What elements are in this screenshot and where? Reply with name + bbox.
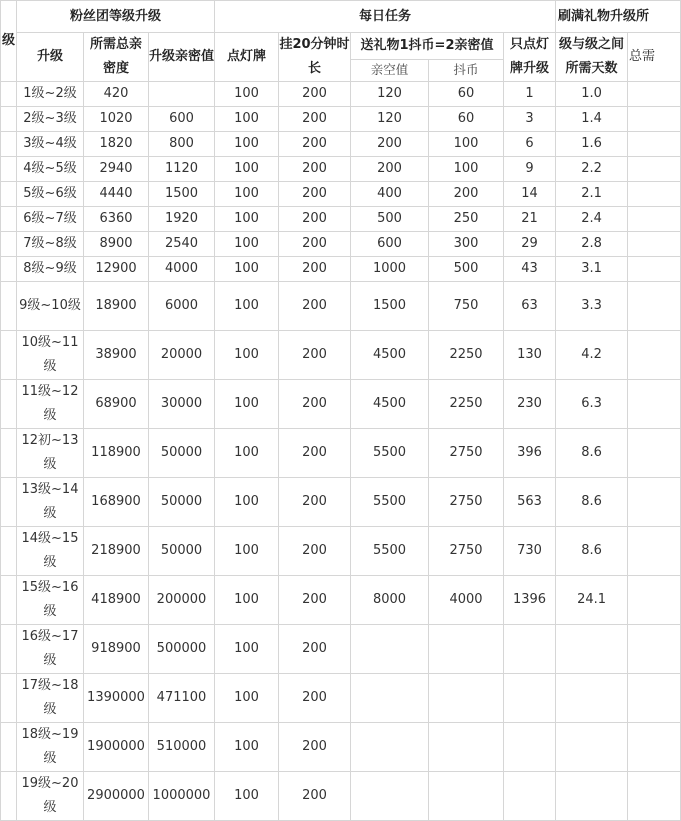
- cell-upgrade-intimacy: 20000: [149, 331, 215, 380]
- cell-intimacy-value: 8000: [351, 576, 429, 625]
- cell-days: [556, 772, 628, 821]
- header-gift-upgrade: 刷满礼物升级所: [556, 1, 681, 33]
- table-row: [1, 527, 681, 576]
- cell-total-intimacy: 118900: [84, 429, 149, 478]
- cell-total-intimacy: 2900000: [84, 772, 149, 821]
- cell-light-badge: 100: [215, 429, 279, 478]
- cell-watch-20min: 200: [279, 257, 351, 282]
- table-row: [1, 674, 681, 723]
- cell-days: 8.6: [556, 429, 628, 478]
- cell-days: 2.1: [556, 182, 628, 207]
- header-total-intimacy: 所需总亲密度: [84, 33, 149, 82]
- cell-level: 13级~14级: [17, 478, 84, 527]
- cell-upgrade-intimacy: 1120: [149, 157, 215, 182]
- cell-light-badge: 100: [215, 674, 279, 723]
- cell-cut-right: [628, 527, 681, 576]
- cell-watch-20min: 200: [279, 625, 351, 674]
- cell-total-intimacy: 420: [84, 82, 149, 107]
- cell-level: 17级~18级: [17, 674, 84, 723]
- cell-cut-right: [628, 282, 681, 331]
- cell-days: 1.0: [556, 82, 628, 107]
- cell-light-badge: 100: [215, 331, 279, 380]
- cell-days: 8.6: [556, 478, 628, 527]
- cell-upgrade-intimacy: 50000: [149, 478, 215, 527]
- header-days-between: 级与级之间所需天数: [556, 33, 628, 82]
- cell-upgrade-intimacy: 1500: [149, 182, 215, 207]
- table-row: [1, 625, 681, 674]
- cell-days: [556, 625, 628, 674]
- header-intimacy-value: 亲空值: [351, 59, 429, 81]
- cell-level: 7级~8级: [17, 232, 84, 257]
- header-cut-left: 级: [1, 1, 17, 82]
- cell-cut-left: [1, 380, 17, 429]
- table-row: [1, 282, 681, 331]
- table-row: [1, 257, 681, 282]
- table-body: [1, 82, 681, 821]
- cell-level: 11级~12级: [17, 380, 84, 429]
- header-row-1: [1, 1, 681, 33]
- cell-cut-left: [1, 576, 17, 625]
- header-upgrade: 升级: [17, 33, 84, 82]
- cell-only-light-badge: [504, 625, 556, 674]
- cell-level: 8级~9级: [17, 257, 84, 282]
- cell-light-badge: 100: [215, 527, 279, 576]
- header-dou-coin: 抖币: [429, 59, 504, 81]
- cell-only-light-badge: [504, 723, 556, 772]
- cell-light-badge: 100: [215, 257, 279, 282]
- cell-days: 1.6: [556, 132, 628, 157]
- cell-days: [556, 674, 628, 723]
- cell-watch-20min: 200: [279, 232, 351, 257]
- cell-only-light-badge: 29: [504, 232, 556, 257]
- table-row: [1, 207, 681, 232]
- cell-cut-right: [628, 182, 681, 207]
- cell-light-badge: 100: [215, 576, 279, 625]
- cell-upgrade-intimacy: 6000: [149, 282, 215, 331]
- cell-total-intimacy: 2940: [84, 157, 149, 182]
- cell-cut-left: [1, 182, 17, 207]
- header-daily-tasks: 每日任务: [215, 1, 556, 33]
- header-watch-20min: 挂20分钟时长: [279, 33, 351, 82]
- cell-light-badge: 100: [215, 82, 279, 107]
- cell-level: 6级~7级: [17, 207, 84, 232]
- cell-cut-right: [628, 576, 681, 625]
- cell-cut-left: [1, 157, 17, 182]
- cell-days: 4.2: [556, 331, 628, 380]
- header-gift-exchange: 送礼物1抖币=2亲密值: [351, 33, 504, 60]
- cell-total-intimacy: 218900: [84, 527, 149, 576]
- cell-level: 2级~3级: [17, 107, 84, 132]
- cell-dou-coin: 4000: [429, 576, 504, 625]
- cell-only-light-badge: [504, 674, 556, 723]
- cell-light-badge: 100: [215, 380, 279, 429]
- cell-dou-coin: [429, 674, 504, 723]
- table-row: [1, 107, 681, 132]
- cell-cut-left: [1, 232, 17, 257]
- cell-cut-left: [1, 429, 17, 478]
- cell-upgrade-intimacy: 471100: [149, 674, 215, 723]
- cell-total-intimacy: 1020: [84, 107, 149, 132]
- table-row: [1, 182, 681, 207]
- cell-intimacy-value: 5500: [351, 429, 429, 478]
- cell-upgrade-intimacy: 200000: [149, 576, 215, 625]
- cell-intimacy-value: 500: [351, 207, 429, 232]
- cell-days: [556, 723, 628, 772]
- cell-level: 4级~5级: [17, 157, 84, 182]
- cell-dou-coin: [429, 723, 504, 772]
- cell-only-light-badge: 3: [504, 107, 556, 132]
- cell-cut-right: [628, 257, 681, 282]
- cell-only-light-badge: 130: [504, 331, 556, 380]
- cell-light-badge: 100: [215, 207, 279, 232]
- cell-only-light-badge: 1: [504, 82, 556, 107]
- cell-dou-coin: 750: [429, 282, 504, 331]
- cell-light-badge: 100: [215, 772, 279, 821]
- cell-intimacy-value: 120: [351, 107, 429, 132]
- table-row: [1, 232, 681, 257]
- cell-cut-right: [628, 331, 681, 380]
- cell-dou-coin: 300: [429, 232, 504, 257]
- cell-light-badge: 100: [215, 132, 279, 157]
- cell-cut-right: [628, 429, 681, 478]
- cell-watch-20min: 200: [279, 576, 351, 625]
- cell-level: 16级~17级: [17, 625, 84, 674]
- cell-light-badge: 100: [215, 282, 279, 331]
- cell-intimacy-value: 1500: [351, 282, 429, 331]
- cell-watch-20min: 200: [279, 82, 351, 107]
- cell-intimacy-value: 5500: [351, 527, 429, 576]
- cell-only-light-badge: [504, 772, 556, 821]
- cell-dou-coin: 2250: [429, 380, 504, 429]
- cell-level: 1级~2级: [17, 82, 84, 107]
- cell-watch-20min: 200: [279, 182, 351, 207]
- cell-watch-20min: 200: [279, 478, 351, 527]
- cell-dou-coin: 60: [429, 107, 504, 132]
- cell-total-intimacy: 168900: [84, 478, 149, 527]
- table-row: [1, 576, 681, 625]
- cell-cut-right: [628, 157, 681, 182]
- cell-cut-right: [628, 723, 681, 772]
- cell-watch-20min: 200: [279, 380, 351, 429]
- cell-cut-right: [628, 478, 681, 527]
- table-row: [1, 772, 681, 821]
- cell-level: 5级~6级: [17, 182, 84, 207]
- cell-intimacy-value: 4500: [351, 331, 429, 380]
- header-light-badge: 点灯牌: [215, 33, 279, 82]
- cell-light-badge: 100: [215, 625, 279, 674]
- cell-total-intimacy: 918900: [84, 625, 149, 674]
- table-row: [1, 478, 681, 527]
- cell-total-intimacy: 1900000: [84, 723, 149, 772]
- cell-intimacy-value: 400: [351, 182, 429, 207]
- cell-cut-left: [1, 282, 17, 331]
- cell-cut-right: [628, 82, 681, 107]
- cell-only-light-badge: 6: [504, 132, 556, 157]
- cell-dou-coin: 100: [429, 157, 504, 182]
- cell-dou-coin: 2250: [429, 331, 504, 380]
- cell-upgrade-intimacy: 510000: [149, 723, 215, 772]
- cell-cut-right: [628, 232, 681, 257]
- cell-watch-20min: 200: [279, 723, 351, 772]
- cell-watch-20min: 200: [279, 107, 351, 132]
- header-fan-group: 粉丝团等级升级: [17, 1, 215, 33]
- cell-cut-left: [1, 132, 17, 157]
- cell-level: 18级~19级: [17, 723, 84, 772]
- cell-level: 12初~13级: [17, 429, 84, 478]
- header-only-light-badge: 只点灯牌升级: [504, 33, 556, 82]
- cell-days: 2.4: [556, 207, 628, 232]
- cell-cut-right: [628, 107, 681, 132]
- cell-intimacy-value: 200: [351, 132, 429, 157]
- cell-total-intimacy: 1820: [84, 132, 149, 157]
- cell-level: 14级~15级: [17, 527, 84, 576]
- cell-intimacy-value: [351, 674, 429, 723]
- cell-days: 3.1: [556, 257, 628, 282]
- cell-cut-right: [628, 207, 681, 232]
- cell-watch-20min: 200: [279, 331, 351, 380]
- cell-upgrade-intimacy: 50000: [149, 527, 215, 576]
- cell-cut-left: [1, 257, 17, 282]
- cell-dou-coin: [429, 772, 504, 821]
- cell-cut-left: [1, 207, 17, 232]
- table-row: [1, 429, 681, 478]
- cell-total-intimacy: 418900: [84, 576, 149, 625]
- cell-upgrade-intimacy: 2540: [149, 232, 215, 257]
- cell-cut-left: [1, 674, 17, 723]
- cell-watch-20min: 200: [279, 429, 351, 478]
- cell-only-light-badge: 43: [504, 257, 556, 282]
- cell-only-light-badge: 21: [504, 207, 556, 232]
- cell-days: 3.3: [556, 282, 628, 331]
- cell-total-intimacy: 6360: [84, 207, 149, 232]
- cell-watch-20min: 200: [279, 772, 351, 821]
- cell-cut-left: [1, 772, 17, 821]
- cell-only-light-badge: 396: [504, 429, 556, 478]
- table-row: [1, 331, 681, 380]
- cell-upgrade-intimacy: 1000000: [149, 772, 215, 821]
- cell-intimacy-value: [351, 625, 429, 674]
- cell-light-badge: 100: [215, 478, 279, 527]
- cell-watch-20min: 200: [279, 207, 351, 232]
- cell-cut-right: [628, 772, 681, 821]
- cell-days: 24.1: [556, 576, 628, 625]
- cell-intimacy-value: 120: [351, 82, 429, 107]
- cell-watch-20min: 200: [279, 157, 351, 182]
- cell-cut-left: [1, 723, 17, 772]
- cell-light-badge: 100: [215, 182, 279, 207]
- cell-total-intimacy: 1390000: [84, 674, 149, 723]
- table-row: [1, 132, 681, 157]
- cell-intimacy-value: 200: [351, 157, 429, 182]
- cell-upgrade-intimacy: 600: [149, 107, 215, 132]
- cell-cut-right: [628, 380, 681, 429]
- cell-upgrade-intimacy: 1920: [149, 207, 215, 232]
- cell-total-intimacy: 8900: [84, 232, 149, 257]
- cell-cut-right: [628, 625, 681, 674]
- cell-dou-coin: 2750: [429, 429, 504, 478]
- cell-dou-coin: 250: [429, 207, 504, 232]
- cell-upgrade-intimacy: 30000: [149, 380, 215, 429]
- cell-cut-right: [628, 674, 681, 723]
- cell-dou-coin: 2750: [429, 478, 504, 527]
- cell-days: 6.3: [556, 380, 628, 429]
- cell-upgrade-intimacy: 4000: [149, 257, 215, 282]
- header-upgrade-intimacy: 升级亲密值: [149, 33, 215, 82]
- cell-days: 2.8: [556, 232, 628, 257]
- cell-upgrade-intimacy: [149, 82, 215, 107]
- cell-days: 2.2: [556, 157, 628, 182]
- cell-cut-right: [628, 132, 681, 157]
- cell-total-intimacy: 38900: [84, 331, 149, 380]
- table-row: [1, 157, 681, 182]
- cell-light-badge: 100: [215, 157, 279, 182]
- cell-dou-coin: 500: [429, 257, 504, 282]
- cell-watch-20min: 200: [279, 132, 351, 157]
- cell-watch-20min: 200: [279, 527, 351, 576]
- cell-light-badge: 100: [215, 107, 279, 132]
- cell-dou-coin: 100: [429, 132, 504, 157]
- cell-total-intimacy: 68900: [84, 380, 149, 429]
- cell-level: 3级~4级: [17, 132, 84, 157]
- cell-level: 19级~20级: [17, 772, 84, 821]
- cell-total-intimacy: 12900: [84, 257, 149, 282]
- header-row-2: [1, 33, 681, 60]
- cell-watch-20min: 200: [279, 282, 351, 331]
- cell-dou-coin: 2750: [429, 527, 504, 576]
- cell-level: 9级~10级: [17, 282, 84, 331]
- cell-dou-coin: 200: [429, 182, 504, 207]
- cell-only-light-badge: 9: [504, 157, 556, 182]
- cell-cut-left: [1, 331, 17, 380]
- cell-intimacy-value: [351, 772, 429, 821]
- cell-intimacy-value: 600: [351, 232, 429, 257]
- cell-days: 8.6: [556, 527, 628, 576]
- cell-dou-coin: [429, 625, 504, 674]
- cell-only-light-badge: 63: [504, 282, 556, 331]
- cell-light-badge: 100: [215, 232, 279, 257]
- cell-level: 15级~16级: [17, 576, 84, 625]
- cell-dou-coin: 60: [429, 82, 504, 107]
- cell-cut-left: [1, 82, 17, 107]
- cell-cut-left: [1, 625, 17, 674]
- cell-only-light-badge: 730: [504, 527, 556, 576]
- header-cut-right: 总需: [628, 33, 681, 82]
- table-row: [1, 82, 681, 107]
- cell-only-light-badge: 230: [504, 380, 556, 429]
- cell-intimacy-value: [351, 723, 429, 772]
- cell-intimacy-value: 4500: [351, 380, 429, 429]
- cell-total-intimacy: 4440: [84, 182, 149, 207]
- cell-cut-left: [1, 478, 17, 527]
- cell-only-light-badge: 1396: [504, 576, 556, 625]
- cell-upgrade-intimacy: 800: [149, 132, 215, 157]
- cell-cut-left: [1, 107, 17, 132]
- cell-intimacy-value: 5500: [351, 478, 429, 527]
- cell-cut-left: [1, 527, 17, 576]
- table-row: [1, 723, 681, 772]
- cell-only-light-badge: 563: [504, 478, 556, 527]
- cell-upgrade-intimacy: 50000: [149, 429, 215, 478]
- table-row: [1, 380, 681, 429]
- cell-upgrade-intimacy: 500000: [149, 625, 215, 674]
- cell-only-light-badge: 14: [504, 182, 556, 207]
- cell-total-intimacy: 18900: [84, 282, 149, 331]
- cell-intimacy-value: 1000: [351, 257, 429, 282]
- cell-level: 10级~11级: [17, 331, 84, 380]
- cell-days: 1.4: [556, 107, 628, 132]
- cell-light-badge: 100: [215, 723, 279, 772]
- cell-watch-20min: 200: [279, 674, 351, 723]
